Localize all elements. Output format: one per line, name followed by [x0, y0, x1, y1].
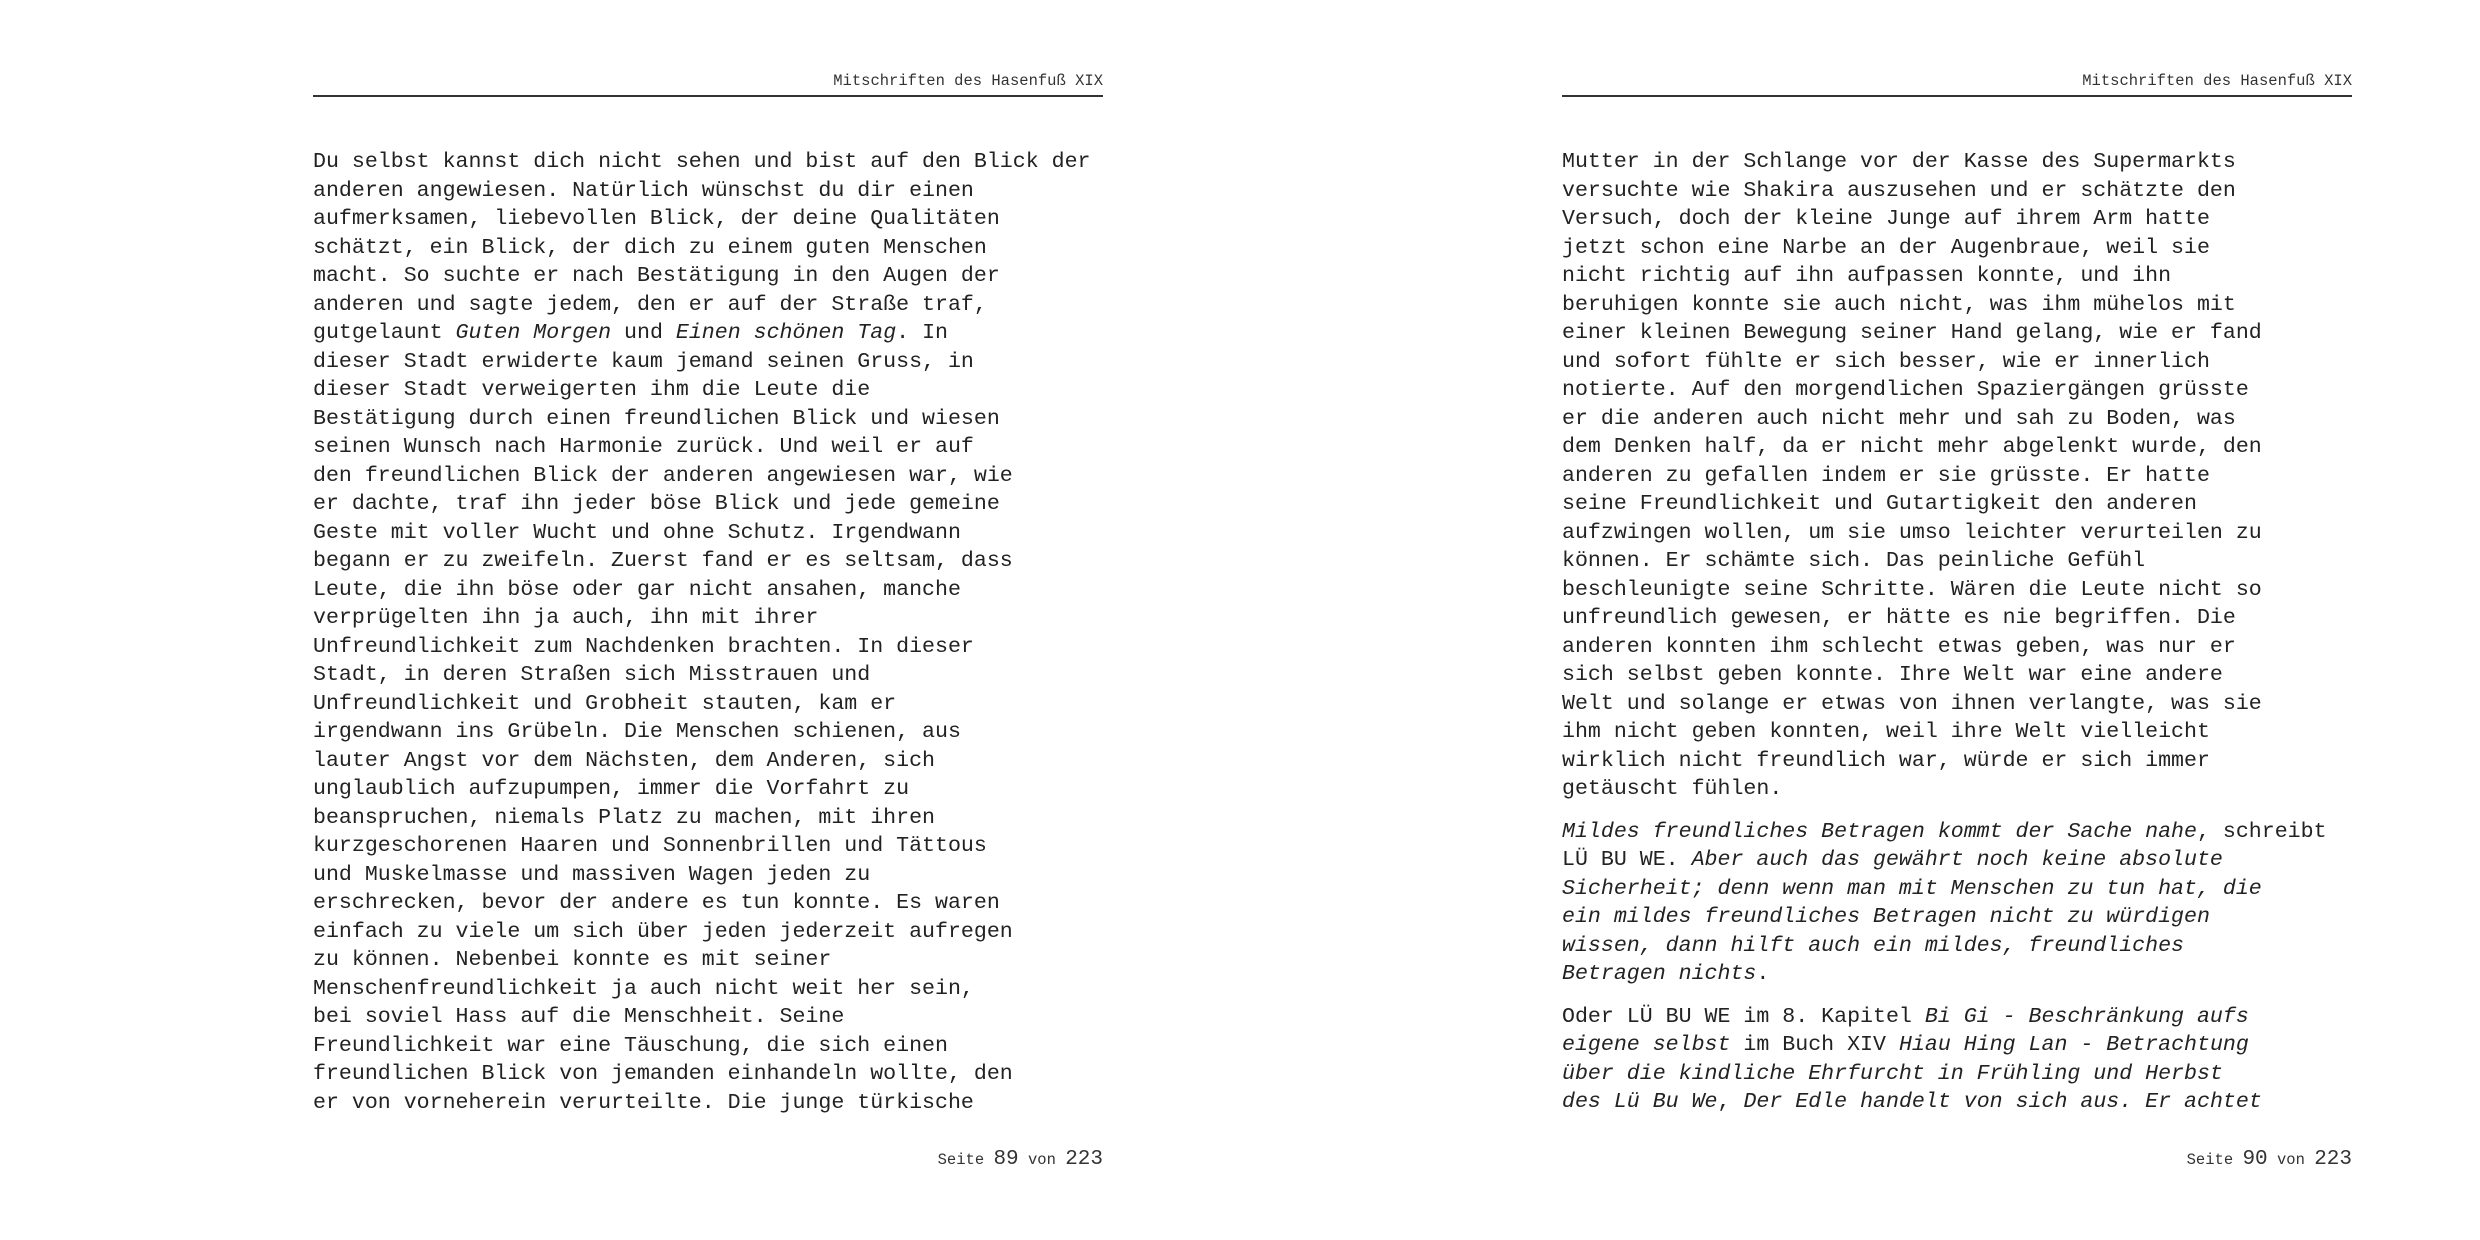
text-run: .	[1756, 962, 1770, 986]
text-line	[313, 975, 1103, 1004]
text-run: er von vorneherein verurteilte. Die junge türkische	[313, 1090, 974, 1115]
text-line	[313, 234, 1103, 263]
footer-prefix: Seite	[2186, 1151, 2234, 1169]
text-line	[313, 547, 1103, 576]
text-line	[313, 319, 1103, 348]
text-run: begann er zu zweifeln. Zuerst fand er es seltsam, dass	[313, 549, 1013, 573]
left-page	[313, 0, 1103, 1240]
text-line	[1562, 1003, 2352, 1032]
page-body	[1562, 148, 2352, 1117]
text-line	[1562, 875, 2352, 904]
italic-text: Betragen nichts	[1562, 962, 1757, 986]
text-line	[313, 661, 1103, 690]
page-footer	[938, 1148, 1103, 1171]
text-run: kurzgeschorenen Haaren und Sonnenbrillen und Tättous	[313, 834, 987, 858]
italic-text: des Lü Bu We	[1562, 1090, 1718, 1114]
text-run: Unfreundlichkeit und Grobheit stauten, kam er	[313, 691, 897, 716]
text-line	[1562, 604, 2352, 633]
text-run: Welt und solange er etwas von ihnen verlangte, was sie	[1562, 691, 2262, 716]
italic-text: Sicherheit; denn wenn man mit Menschen zu tun hat, die	[1562, 876, 2262, 901]
text-line	[313, 690, 1103, 719]
italic-text: Aber auch das gewährt noch keine absolute	[1691, 848, 2223, 872]
text-run: einer kleinen Bewegung seiner Hand gelang, wie er fand	[1562, 321, 2262, 345]
text-line	[1562, 1088, 2352, 1117]
text-line	[1562, 576, 2352, 605]
text-run: gutgelaunt	[313, 321, 456, 345]
italic-text: Einen schönen Tag	[675, 321, 897, 345]
text-run: unfreundlich gewesen, er hätte es nie begriffen. Die	[1562, 606, 2236, 630]
text-line	[1562, 903, 2352, 932]
text-line	[1562, 1060, 2352, 1089]
text-line	[1562, 661, 2352, 690]
text-run: ,	[1717, 1090, 1744, 1114]
text-line	[313, 519, 1103, 548]
text-line	[313, 1089, 1103, 1118]
text-run: und	[611, 321, 676, 345]
text-line	[313, 462, 1103, 491]
text-run: erschrecken, bevor der andere es tun konnte. Es waren	[313, 891, 1000, 915]
italic-text: Bi Gi - Beschränkung aufs	[1924, 1004, 2249, 1029]
text-line	[1562, 205, 2352, 234]
running-header: Mitschriften des Hasenfuß XIX	[1562, 72, 2352, 97]
text-line	[313, 775, 1103, 804]
text-run: seine Freundlichkeit und Gutartigkeit den anderen	[1562, 492, 2197, 516]
text-run: nicht richtig auf ihn aufpassen konnte, und ihn	[1562, 264, 2172, 288]
text-run: jetzt schon eine Narbe an der Augenbraue, weil sie	[1562, 235, 2210, 260]
italic-text: Der Edle handelt von sich aus. Er achtet	[1743, 1090, 2262, 1114]
text-line	[1562, 718, 2352, 747]
text-line	[1562, 490, 2352, 519]
text-line	[1562, 262, 2352, 291]
paragraph	[1562, 148, 2352, 804]
text-run: getäuscht fühlen.	[1562, 777, 1783, 801]
page-total: 223	[2314, 1148, 2352, 1171]
text-run: anderen zu gefallen indem er sie grüsste. Er hatte	[1562, 463, 2210, 488]
text-line	[1562, 547, 2352, 576]
text-run: verprügelten ihn ja auch, ihn mit ihrer	[313, 606, 819, 630]
text-run: aufmerksamen, liebevollen Blick, der deine Qualitäten	[313, 207, 1000, 231]
text-run: macht. So suchte er nach Bestätigung in den Augen der	[313, 264, 1000, 288]
text-line	[1562, 818, 2352, 847]
text-run: Mutter in der Schlange vor der Kasse des Supermarkts	[1562, 150, 2236, 174]
text-line	[313, 1032, 1103, 1061]
text-line	[1562, 376, 2352, 405]
text-line	[1562, 462, 2352, 491]
text-run: seinen Wunsch nach Harmonie zurück. Und weil er auf	[313, 435, 974, 459]
text-line	[1562, 291, 2352, 320]
text-run: , schreibt	[2196, 819, 2327, 844]
text-line	[313, 433, 1103, 462]
italic-text: Guten Morgen	[455, 321, 612, 345]
text-line	[1562, 405, 2352, 434]
text-line	[313, 633, 1103, 662]
text-run: beruhigen konnte sie auch nicht, was ihm mühelos mit	[1562, 292, 2236, 317]
italic-text: Mildes freundliches Betragen kommt der Sache nahe	[1562, 819, 2197, 844]
page-body	[313, 148, 1103, 1117]
text-run: dieser Stadt erwiderte kaum jemand seinen Gruss, in	[313, 349, 974, 374]
text-run: Du selbst kannst dich nicht sehen und bist auf den Blick der	[313, 150, 1091, 174]
text-line	[313, 861, 1103, 890]
paragraph	[1562, 1003, 2352, 1117]
text-run: Freundlichkeit war eine Täuschung, die sich einen	[313, 1033, 948, 1058]
text-run: Bestätigung durch einen freundlichen Blick und wiesen	[313, 406, 1000, 431]
italic-text: ein mildes freundliches Betragen nicht zu würdigen	[1562, 905, 2210, 929]
text-run: anderen konnten ihm schlecht etwas geben, was nur er	[1562, 634, 2236, 659]
text-run: im Buch XIV	[1730, 1033, 1899, 1057]
text-run: sich selbst geben konnte. Ihre Welt war eine andere	[1562, 663, 2223, 687]
text-line	[313, 918, 1103, 947]
text-line	[313, 832, 1103, 861]
text-run: Oder LÜ BU WE im 8. Kapitel	[1562, 1004, 1925, 1029]
text-run: lauter Angst vor dem Nächsten, dem Anderen, sich	[313, 748, 936, 773]
text-run: LÜ BU WE.	[1562, 848, 1692, 872]
text-run: unglaublich aufzupumpen, immer die Vorfahrt zu	[313, 777, 910, 801]
text-run: einfach zu viele um sich über jeden jederzeit aufregen	[313, 919, 1013, 944]
text-line	[313, 1003, 1103, 1032]
text-run: anderen und sagte jedem, den er auf der Straße traf,	[313, 292, 987, 317]
text-run: notierte. Auf den morgendlichen Spaziergängen grüsste	[1562, 378, 2249, 402]
text-run: schätzt, ein Blick, der dich zu einem guten Menschen	[313, 235, 987, 260]
footer-of: von	[1027, 1151, 1056, 1169]
text-line	[1562, 234, 2352, 263]
text-run: er dachte, traf ihn jeder böse Blick und jede gemeine	[313, 492, 1000, 516]
page-total: 223	[1065, 1148, 1103, 1171]
text-line	[313, 946, 1103, 975]
text-run: wirklich nicht freundlich war, würde er sich immer	[1562, 748, 2210, 773]
text-run: Geste mit voller Wucht und ohne Schutz. Irgendwann	[313, 520, 961, 545]
text-line	[313, 490, 1103, 519]
page-number: 89	[993, 1148, 1019, 1171]
text-run: dem Denken half, da er nicht mehr abgelenkt wurde, den	[1562, 435, 2262, 459]
text-run: freundlichen Blick von jemanden einhandeln wollte, den	[313, 1062, 1013, 1086]
text-line	[313, 1060, 1103, 1089]
italic-text: eigene selbst	[1562, 1033, 1731, 1057]
footer-of: von	[2276, 1151, 2305, 1169]
text-line	[313, 205, 1103, 234]
text-line	[1562, 148, 2352, 177]
italic-text: Hiau Hing Lan - Betrachtung	[1898, 1033, 2249, 1057]
text-line	[313, 804, 1103, 833]
text-run: und sofort fühlte er sich besser, wie er innerlich	[1562, 349, 2210, 374]
text-line	[1562, 775, 2352, 804]
text-line	[1562, 960, 2352, 989]
footer-prefix: Seite	[937, 1151, 985, 1169]
text-line	[1562, 519, 2352, 548]
text-run: Leute, die ihn böse oder gar nicht ansahen, manche	[313, 577, 961, 602]
text-run: beanspruchen, niemals Platz zu machen, mit ihren	[313, 805, 936, 830]
text-line	[1562, 633, 2352, 662]
text-run: den freundlichen Blick der anderen angewiesen war, wie	[313, 463, 1013, 488]
text-line	[313, 747, 1103, 776]
text-line	[313, 348, 1103, 377]
paragraph	[1562, 818, 2352, 989]
text-run: können. Er schämte sich. Das peinliche Gefühl	[1562, 549, 2146, 573]
text-run: er die anderen auch nicht mehr und sah zu Boden, was	[1562, 406, 2236, 431]
text-run: dieser Stadt verweigerten ihm die Leute die	[313, 378, 871, 402]
text-line	[1562, 319, 2352, 348]
text-line	[313, 148, 1103, 177]
text-line	[1562, 1031, 2352, 1060]
text-line	[313, 262, 1103, 291]
paragraph	[313, 148, 1103, 1117]
text-line	[313, 604, 1103, 633]
text-run: ihm nicht geben konnten, weil ihre Welt vielleicht	[1562, 720, 2210, 744]
text-line	[313, 405, 1103, 434]
text-line	[1562, 932, 2352, 961]
page-number: 90	[2242, 1148, 2268, 1171]
text-run: irgendwann ins Grübeln. Die Menschen schienen, aus	[313, 720, 961, 744]
text-line	[313, 376, 1103, 405]
page-footer	[2187, 1148, 2352, 1171]
text-line	[1562, 846, 2352, 875]
text-line	[313, 889, 1103, 918]
text-run: Menschenfreundlichkeit ja auch nicht weit her sein,	[313, 976, 974, 1001]
text-run: beschleunigte seine Schritte. Wären die Leute nicht so	[1562, 577, 2262, 602]
text-line	[1562, 433, 2352, 462]
text-run: anderen angewiesen. Natürlich wünschst du dir einen	[313, 178, 974, 203]
text-run: und Muskelmasse und massiven Wagen jeden zu	[313, 862, 871, 887]
right-page	[1562, 0, 2352, 1240]
text-line	[313, 291, 1103, 320]
running-header: Mitschriften des Hasenfuß XIX	[313, 72, 1103, 97]
text-line	[1562, 177, 2352, 206]
text-line	[313, 576, 1103, 605]
text-run: zu können. Nebenbei konnte es mit seiner	[313, 948, 832, 972]
text-line	[313, 718, 1103, 747]
italic-text: über die kindliche Ehrfurcht in Frühling und Herbst	[1562, 1061, 2223, 1086]
text-line	[1562, 747, 2352, 776]
text-run: Versuch, doch der kleine Junge auf ihrem Arm hatte	[1562, 207, 2210, 231]
text-run: Stadt, in deren Straßen sich Misstrauen und	[313, 663, 871, 687]
text-run: bei soviel Hass auf die Menschheit. Seine	[313, 1005, 845, 1029]
text-line	[1562, 348, 2352, 377]
text-run: aufzwingen wollen, um sie umso leichter verurteilen zu	[1562, 520, 2262, 545]
italic-text: wissen, dann hilft auch ein mildes, freundliches	[1562, 933, 2185, 958]
text-run: versuchte wie Shakira auszusehen und er schätzte den	[1562, 178, 2236, 203]
text-run: Unfreundlichkeit zum Nachdenken brachten. In dieser	[313, 634, 974, 659]
text-line	[1562, 690, 2352, 719]
text-line	[313, 177, 1103, 206]
text-run: . In	[896, 321, 948, 345]
